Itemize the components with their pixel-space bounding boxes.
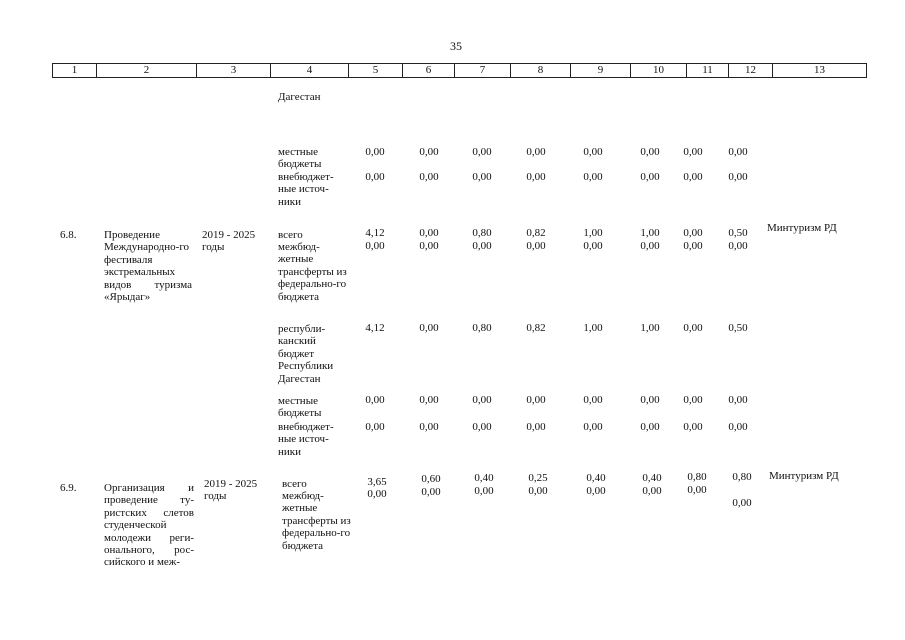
value-cell: 0,00 [642,485,662,497]
value-cell: 0,00 [474,485,494,497]
value-cell: 0,00 [365,394,385,406]
value-cell: 0,00 [728,421,748,433]
value-cell: 0,00 [683,146,703,158]
local-budget-label: местные бюджеты [278,395,322,420]
value-cell: 0,00 [687,484,707,496]
total-label: всего [282,478,307,490]
column-header-row [52,63,867,78]
federal-transfers-label: межбюд-жетные трансферты из федерально-го бюджета [282,490,351,552]
column-header-7: 7 [455,64,511,78]
source-tail-label: Дагестан [278,91,321,103]
page-number: 35 [450,39,462,53]
column-header-8: 8 [511,64,571,78]
value-cell: 0,00 [728,240,748,252]
value-cell: 0,00 [472,240,492,252]
value-cell: 0,80 [472,227,492,239]
value-cell: 0,00 [640,421,660,433]
column-header-1: 1 [53,64,97,78]
column-header-3: 3 [197,64,271,78]
value-cell: 0,60 [421,473,441,485]
value-cell: 0,00 [728,394,748,406]
value-cell: 0,00 [472,394,492,406]
column-header-2: 2 [97,64,197,78]
value-cell: 0,00 [526,394,546,406]
value-cell: 0,00 [526,146,546,158]
value-cell: 0,25 [528,472,548,484]
value-cell: 0,40 [642,472,662,484]
value-cell: 0,00 [526,171,546,183]
value-cell: 0,00 [640,146,660,158]
value-cell: 0,00 [732,497,752,509]
column-header-12: 12 [729,64,773,78]
value-cell: 0,00 [728,146,748,158]
value-cell: 0,40 [586,472,606,484]
value-cell: 0,00 [683,394,703,406]
value-cell: 0,82 [526,227,546,239]
value-cell: 0,00 [419,421,439,433]
column-header-6: 6 [403,64,455,78]
value-cell: 1,00 [640,227,660,239]
value-cell: 3,65 [367,476,387,488]
value-cell: 1,00 [583,322,603,334]
value-cell: 4,12 [365,227,385,239]
value-cell: 0,00 [419,322,439,334]
republic-budget-label: республи-канский бюджет Республики Дагестан [278,323,334,385]
extrabudget-label: внебюджет-ные источ-ники [278,421,334,458]
row-number: 6.8. [60,229,77,241]
value-cell: 0,00 [586,485,606,497]
value-cell: 0,00 [526,421,546,433]
value-cell: 0,82 [526,322,546,334]
value-cell: 0,00 [419,394,439,406]
value-cell: 0,00 [640,394,660,406]
value-cell: 0,00 [419,146,439,158]
value-cell: 0,80 [687,471,707,483]
value-cell: 0,00 [728,171,748,183]
value-cell: 0,00 [583,146,603,158]
value-cell: 0,00 [365,146,385,158]
value-cell: 0,00 [367,488,387,500]
value-cell: 0,00 [640,240,660,252]
value-cell: 0,00 [365,171,385,183]
value-cell: 0,40 [474,472,494,484]
value-cell: 0,80 [472,322,492,334]
column-header-4: 4 [271,64,349,78]
value-cell: 0,00 [683,421,703,433]
column-header-11: 11 [687,64,729,78]
value-cell: 0,00 [640,171,660,183]
value-cell: 4,12 [365,322,385,334]
value-cell: 0,00 [583,171,603,183]
value-cell: 0,50 [728,322,748,334]
column-header-10: 10 [631,64,687,78]
period: 2019 - 2025 годы [204,478,258,503]
value-cell: 0,00 [683,227,703,239]
row-number: 6.9. [60,482,77,494]
value-cell: 0,50 [728,227,748,239]
value-cell: 0,00 [683,240,703,252]
executor: Минтуризм РД [767,222,837,234]
value-cell: 0,00 [683,171,703,183]
value-cell: 0,00 [526,240,546,252]
value-cell: 0,80 [732,471,752,483]
federal-transfers-label: межбюд-жетные трансферты из федерально-го бюджета [278,241,347,303]
value-cell: 0,00 [421,486,441,498]
value-cell: 0,00 [472,421,492,433]
value-cell: 0,00 [583,394,603,406]
executor: Минтуризм РД [769,470,839,482]
event-name: Проведение Международно-го фестиваля экстремальных видов туризма «Ярыдаг» [104,229,192,304]
value-cell: 0,00 [472,171,492,183]
extrabudget-label: внебюджет-ные источ-ники [278,171,334,208]
column-header-5: 5 [349,64,403,78]
total-label: всего [278,229,303,241]
local-budget-label: местные бюджеты [278,146,322,171]
value-cell: 0,00 [472,146,492,158]
value-cell: 0,00 [419,227,439,239]
value-cell: 0,00 [365,421,385,433]
column-header-13: 13 [773,64,867,78]
value-cell: 0,00 [583,240,603,252]
value-cell: 0,00 [583,421,603,433]
column-header-9: 9 [571,64,631,78]
value-cell: 0,00 [528,485,548,497]
value-cell: 1,00 [583,227,603,239]
value-cell: 1,00 [640,322,660,334]
event-name: Организация и проведение ту-ристских слетов студенческой молодежи реги-онального, рос-сийского и меж- [104,482,194,569]
value-cell: 0,00 [683,322,703,334]
value-cell: 0,00 [365,240,385,252]
value-cell: 0,00 [419,171,439,183]
value-cell: 0,00 [419,240,439,252]
period: 2019 - 2025 годы [202,229,256,254]
